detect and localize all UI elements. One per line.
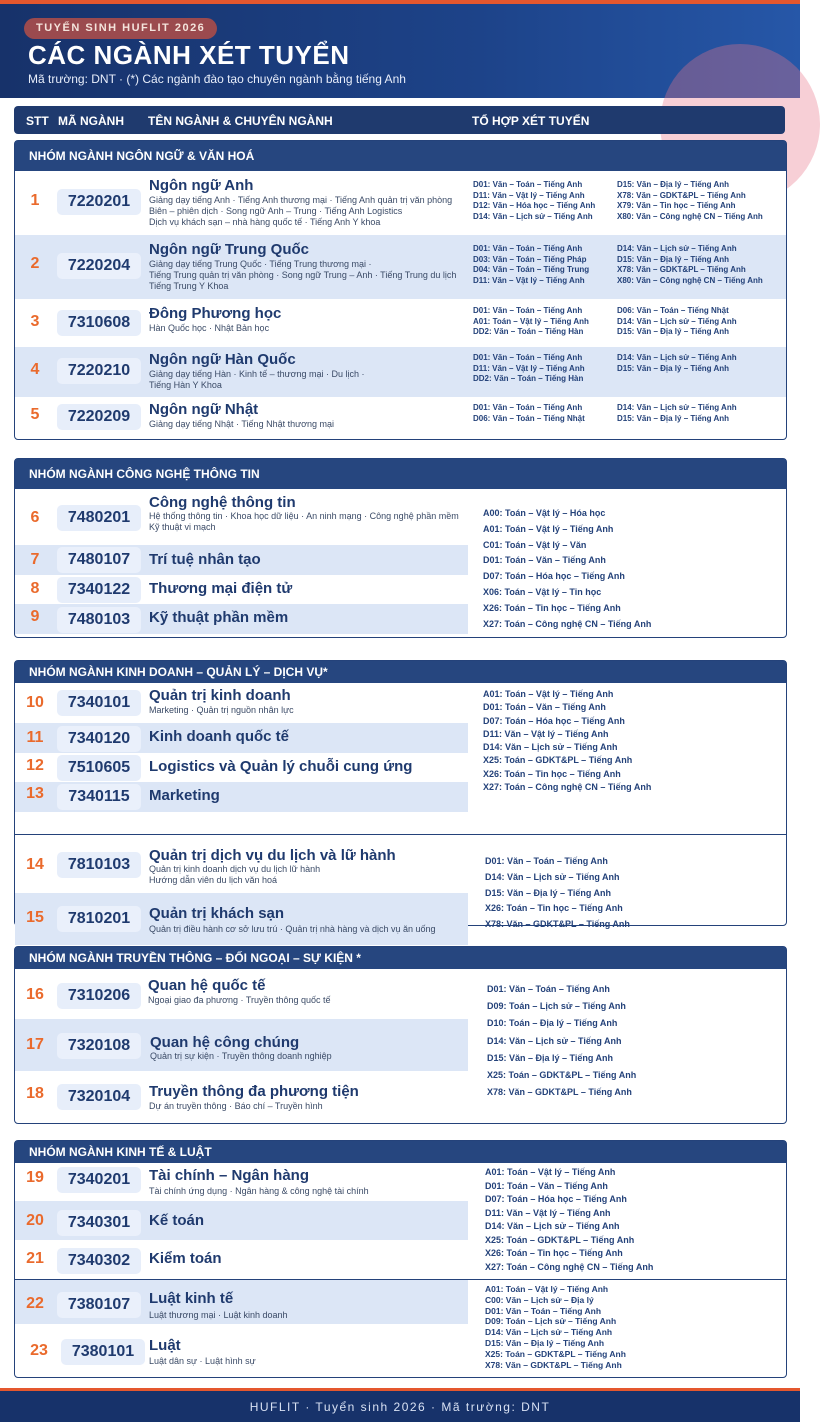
major-name: Trí tuệ nhân tạo (149, 551, 261, 568)
major-code: 7340115 (57, 784, 141, 810)
major-name: Luật (149, 1337, 181, 1354)
major-row (15, 723, 468, 753)
major-row (15, 1163, 786, 1201)
major-code: 7320104 (57, 1084, 141, 1110)
combo-list-it: A00: Toán – Vật lý – Hóa học A01: Toán – Vật lý – Tiếng Anh C01: Toán – Vật lý – Văn D01: Toán – Văn – Tiếng Anh D07: Toán – Hóa học – Tiếng Anh X06: Toán – Vật lý – Tin học X26: Toán – Tin học – Tiếng Anh X27: Toán – Công nghệ CN – Tiếng Anh (483, 508, 652, 629)
group-information-technology (14, 458, 787, 638)
major-stt: 17 (26, 1036, 44, 1053)
major-row (15, 1201, 468, 1240)
major-code: 7340302 (57, 1248, 141, 1274)
major-row (15, 835, 786, 893)
major-name: Đông Phương học (149, 305, 282, 322)
group-title: NHÓM NGÀNH TRUYỀN THÔNG – ĐỐI NGOẠI – SỰ KIỆN * (15, 947, 786, 969)
combos-right: D14: Văn – Lịch sử – Tiếng Anh D15: Văn – Địa lý – Tiếng Anh (617, 353, 737, 373)
major-row (15, 1019, 468, 1071)
page-header (0, 4, 800, 98)
major-row (15, 171, 786, 235)
major-stt: 15 (26, 909, 44, 926)
major-stt: 14 (26, 856, 44, 873)
major-row (15, 753, 786, 782)
group-media-relations-events (14, 946, 787, 1124)
major-specializations: Quản trị sự kiện · Truyền thông doanh nghiệp (150, 1051, 332, 1061)
major-code: 7220209 (57, 404, 141, 430)
combo-list-economics: A01: Toán – Vật lý – Tiếng Anh D01: Toán – Văn – Tiếng Anh D07: Toán – Hóa học – Tiếng Anh D11: Văn – Vật lý – Tiếng Anh D14: Văn – Lịch sử – Tiếng Anh X25: Toán – GDKT&PL – Tiếng Anh X26: Toán – Tin học – Tiếng Anh X27: Toán – Công nghệ CN – Tiếng Anh (485, 1167, 654, 1272)
group-title: NHÓM NGÀNH NGÔN NGỮ & VĂN HOÁ (15, 141, 786, 171)
major-name: Ngôn ngữ Trung Quốc (149, 241, 310, 258)
page-title: CÁC NGÀNH XÉT TUYỂN (28, 40, 350, 70)
combo-list-business: A01: Toán – Vật lý – Tiếng Anh D01: Toán – Văn – Tiếng Anh D07: Toán – Hóa học – Tiếng Anh D11: Văn – Vật lý – Tiếng Anh D14: Văn – Lịch sử – Tiếng Anh X25: Toán – GDKT&PL – Tiếng Anh X26: Toán – Tin học – Tiếng Anh X27: Toán – Công nghệ CN – Tiếng Anh (483, 689, 652, 793)
major-row (15, 1324, 786, 1374)
major-row (15, 1240, 786, 1279)
major-stt: 13 (26, 785, 44, 802)
group-title: NHÓM NGÀNH CÔNG NGHỆ THÔNG TIN (15, 459, 786, 489)
major-code: 7220201 (57, 189, 141, 215)
major-row (15, 604, 468, 634)
column-stt: STT (26, 114, 49, 128)
major-code: 7340201 (57, 1167, 141, 1193)
major-row (15, 299, 786, 347)
major-name: Quản trị khách sạn (149, 905, 285, 922)
major-name: Kinh doanh quốc tế (149, 728, 289, 745)
major-name: Logistics và Quản lý chuỗi cung ứng (149, 758, 413, 775)
major-specializations: Tài chính ứng dụng · Ngân hàng & công nghệ tài chính (149, 1186, 369, 1196)
combos-left: D01: Văn – Toán – Tiếng Anh D11: Văn – Vật lý – Tiếng Anh D12: Văn – Hóa học – Tiếng Anh D14: Văn – Lịch sử – Tiếng Anh (473, 180, 596, 221)
major-stt: 18 (26, 1085, 44, 1102)
major-code: 7310608 (57, 310, 141, 336)
major-code: 7480103 (57, 607, 141, 633)
major-code: 7220210 (57, 358, 141, 384)
major-name: Ngôn ngữ Anh (149, 177, 254, 194)
major-code: 7220204 (57, 253, 141, 279)
major-stt: 23 (30, 1342, 48, 1359)
major-name: Quan hệ công chúng (150, 1034, 300, 1051)
major-code: 7340122 (57, 577, 141, 603)
major-name: Công nghệ thông tin (149, 494, 296, 511)
major-stt: 21 (26, 1250, 44, 1267)
major-code: 7340301 (57, 1210, 141, 1236)
major-name: Ngôn ngữ Nhật (149, 401, 259, 418)
major-name: Quản trị dịch vụ du lịch và lữ hành (149, 847, 396, 864)
major-stt: 3 (30, 313, 40, 330)
group-language-culture (14, 140, 787, 440)
major-code: 7810201 (57, 906, 141, 932)
major-stt: 2 (30, 255, 40, 272)
major-row (15, 545, 468, 575)
major-name: Marketing (149, 787, 220, 804)
major-specializations: Quản trị kinh doanh dịch vụ du lịch lữ hành Hướng dẫn viên du lịch văn hoá (149, 864, 321, 885)
major-stt: 8 (30, 580, 40, 597)
major-stt: 10 (26, 694, 44, 711)
major-code: 7380107 (57, 1292, 141, 1318)
major-name: Thương mại điện tử (149, 580, 293, 597)
major-specializations: Giảng dạy tiếng Trung Quốc · Tiếng Trung thương mại · Tiếng Trung quản trị văn phòng · Song ngữ Trung – Anh · Tiếng Trung du lịch Tiếng Trung Y Khoa (149, 259, 457, 291)
combos-left: D01: Văn – Toán – Tiếng Anh D11: Văn – Vật lý – Tiếng Anh DD2: Văn – Toán – Tiếng Hàn (473, 353, 585, 383)
major-row (15, 397, 786, 437)
combo-list-law: A01: Toán – Vật lý – Tiếng Anh C00: Văn – Lịch sử – Địa lý D01: Văn – Toán – Tiếng Anh D09: Toán – Lịch sử – Tiếng Anh D14: Văn – Lịch sử – Tiếng Anh D15: Văn – Địa lý – Tiếng Anh X25: Toán – GDKT&PL – Tiếng Anh X78: Văn – GDKT&PL – Tiếng Anh (485, 1284, 626, 1370)
major-name: Kế toán (149, 1212, 205, 1229)
major-code: 7340101 (57, 690, 141, 716)
major-stt: 6 (30, 509, 40, 526)
page-subtitle: Mã trường: DNT · (*) Các ngành đào tạo chuyên ngành bằng tiếng Anh (28, 72, 406, 86)
major-stt: 5 (30, 406, 40, 423)
major-code: 7320108 (57, 1033, 141, 1059)
major-specializations: Luật dân sự · Luật hình sự (149, 1356, 256, 1366)
major-code: 7810103 (57, 852, 141, 878)
major-code: 7510605 (57, 755, 141, 781)
major-code: 7380101 (61, 1339, 145, 1365)
major-stt: 16 (26, 986, 44, 1003)
major-row (15, 235, 786, 299)
major-name: Quản trị kinh doanh (149, 687, 291, 704)
major-stt: 11 (26, 729, 44, 746)
major-stt: 22 (26, 1295, 44, 1312)
major-name: Ngôn ngữ Hàn Quốc (149, 351, 296, 368)
major-name: Kiểm toán (149, 1250, 222, 1267)
major-row (15, 782, 468, 812)
major-name: Luật kinh tế (149, 1290, 234, 1307)
major-row (15, 1071, 786, 1121)
major-specializations: Dự án truyền thông · Báo chí – Truyền hình (149, 1101, 323, 1111)
group-economics-law (14, 1140, 787, 1378)
combo-list-tourism: D01: Văn – Toán – Tiếng Anh D14: Văn – Lịch sử – Tiếng Anh D15: Văn – Địa lý – Tiếng Anh X26: Toán – Tin học – Tiếng Anh X78: Văn – GDKT&PL – Tiếng Anh (485, 856, 630, 930)
major-code: 7480107 (57, 547, 141, 573)
combo-list-media: D01: Văn – Toán – Tiếng Anh D09: Toán – Lịch sử – Tiếng Anh D10: Toán – Địa lý – Tiếng Anh D14: Văn – Lịch sử – Tiếng Anh D15: Văn – Địa lý – Tiếng Anh X25: Toán – GDKT&PL – Tiếng Anh X78: Văn – GDKT&PL – Tiếng Anh (487, 984, 637, 1098)
major-stt: 7 (30, 551, 40, 568)
major-stt: 4 (30, 361, 40, 378)
major-specializations: Giảng dạy tiếng Hàn · Kinh tế – thương mại · Du lịch · Tiếng Hàn Y Khoa (149, 369, 365, 390)
group-business-management (14, 660, 787, 934)
major-stt: 9 (30, 608, 40, 625)
major-specializations: Giảng dạy tiếng Anh · Tiếng Anh thương mại · Tiếng Anh quản trị văn phòng Biên – phiên dịch · Song ngữ Anh – Trung · Tiếng Anh Logistics Dịch vụ khách sạn – nhà hàng quốc tế · Tiếng Anh Y khoa (149, 195, 453, 227)
major-code: 7310206 (57, 983, 141, 1009)
combos-left: D01: Văn – Toán – Tiếng Anh D03: Văn – Toán – Tiếng Pháp D04: Văn – Toán – Tiếng Trung D11: Văn – Vật lý – Tiếng Anh (473, 244, 590, 285)
major-specializations: Marketing · Quản trị nguồn nhân lực (149, 705, 294, 715)
major-row (15, 969, 786, 1019)
page-footer: HUFLIT · Tuyển sinh 2026 · Mã trường: DNT (0, 1388, 800, 1422)
combos-right: D06: Văn – Toán – Tiếng Nhật D14: Văn – Lịch sử – Tiếng Anh D15: Văn – Địa lý – Tiếng Anh (617, 306, 737, 336)
major-name: Tài chính – Ngân hàng (149, 1167, 310, 1184)
major-stt: 12 (26, 757, 44, 774)
major-specializations: Luật thương mại · Luật kinh doanh (149, 1310, 288, 1320)
major-specializations: Ngoại giao đa phương · Truyền thông quốc tế (148, 995, 331, 1005)
column-combos: TỔ HỢP XÉT TUYỂN (472, 114, 590, 128)
major-stt: 20 (26, 1212, 44, 1229)
major-specializations: Hàn Quốc học · Nhật Bản học (149, 323, 270, 333)
admission-badge: TUYỂN SINH HUFLIT 2026 (24, 18, 217, 39)
combos-left: D01: Văn – Toán – Tiếng Anh D06: Văn – Toán – Tiếng Nhật (473, 403, 585, 423)
major-code: 7480201 (57, 505, 141, 531)
major-row (15, 893, 468, 945)
column-header-bar (14, 106, 785, 134)
major-stt: 1 (30, 192, 40, 209)
major-specializations: Quản trị điều hành cơ sở lưu trú · Quản trị nhà hàng và dịch vụ ăn uống (149, 924, 436, 934)
major-row (15, 347, 786, 397)
column-code: MÃ NGÀNH (58, 114, 124, 128)
combos-right: D15: Văn – Địa lý – Tiếng Anh X78: Văn – GDKT&PL – Tiếng Anh X79: Văn – Tin học – Tiếng Anh X80: Văn – Công nghệ CN – Tiếng Anh (617, 180, 763, 221)
major-specializations: Giảng dạy tiếng Nhật · Tiếng Nhật thương mại (149, 419, 335, 429)
group-title: NHÓM NGÀNH KINH TẾ & LUẬT (15, 1141, 786, 1163)
major-name: Truyền thông đa phương tiện (149, 1083, 359, 1100)
major-row (15, 575, 786, 604)
major-specializations: Hệ thống thông tin · Khoa học dữ liệu · An ninh mạng · Công nghệ phần mềm Kỹ thuật vi mạch (149, 511, 459, 532)
major-stt: 19 (26, 1169, 44, 1186)
group-title: NHÓM NGÀNH KINH DOANH – QUẢN LÝ – DỊCH VỤ* (15, 661, 786, 683)
combos-right: D14: Văn – Lịch sử – Tiếng Anh D15: Văn – Địa lý – Tiếng Anh (617, 403, 737, 423)
combos-left: D01: Văn – Toán – Tiếng Anh A01: Toán – Vật lý – Tiếng Anh DD2: Văn – Toán – Tiếng Hàn (473, 306, 589, 336)
major-code: 7340120 (57, 726, 141, 752)
major-name: Quan hệ quốc tế (148, 977, 266, 994)
major-row (15, 489, 786, 545)
column-name: TÊN NGÀNH & CHUYÊN NGÀNH (148, 114, 333, 128)
major-row (15, 1280, 468, 1324)
major-name: Kỹ thuật phần mềm (149, 609, 289, 626)
combos-right: D14: Văn – Lịch sử – Tiếng Anh D15: Văn – Địa lý – Tiếng Anh X78: Văn – GDKT&PL – Tiếng Anh X80: Văn – Công nghệ CN – Tiếng Anh (617, 244, 763, 285)
major-row (15, 683, 786, 723)
